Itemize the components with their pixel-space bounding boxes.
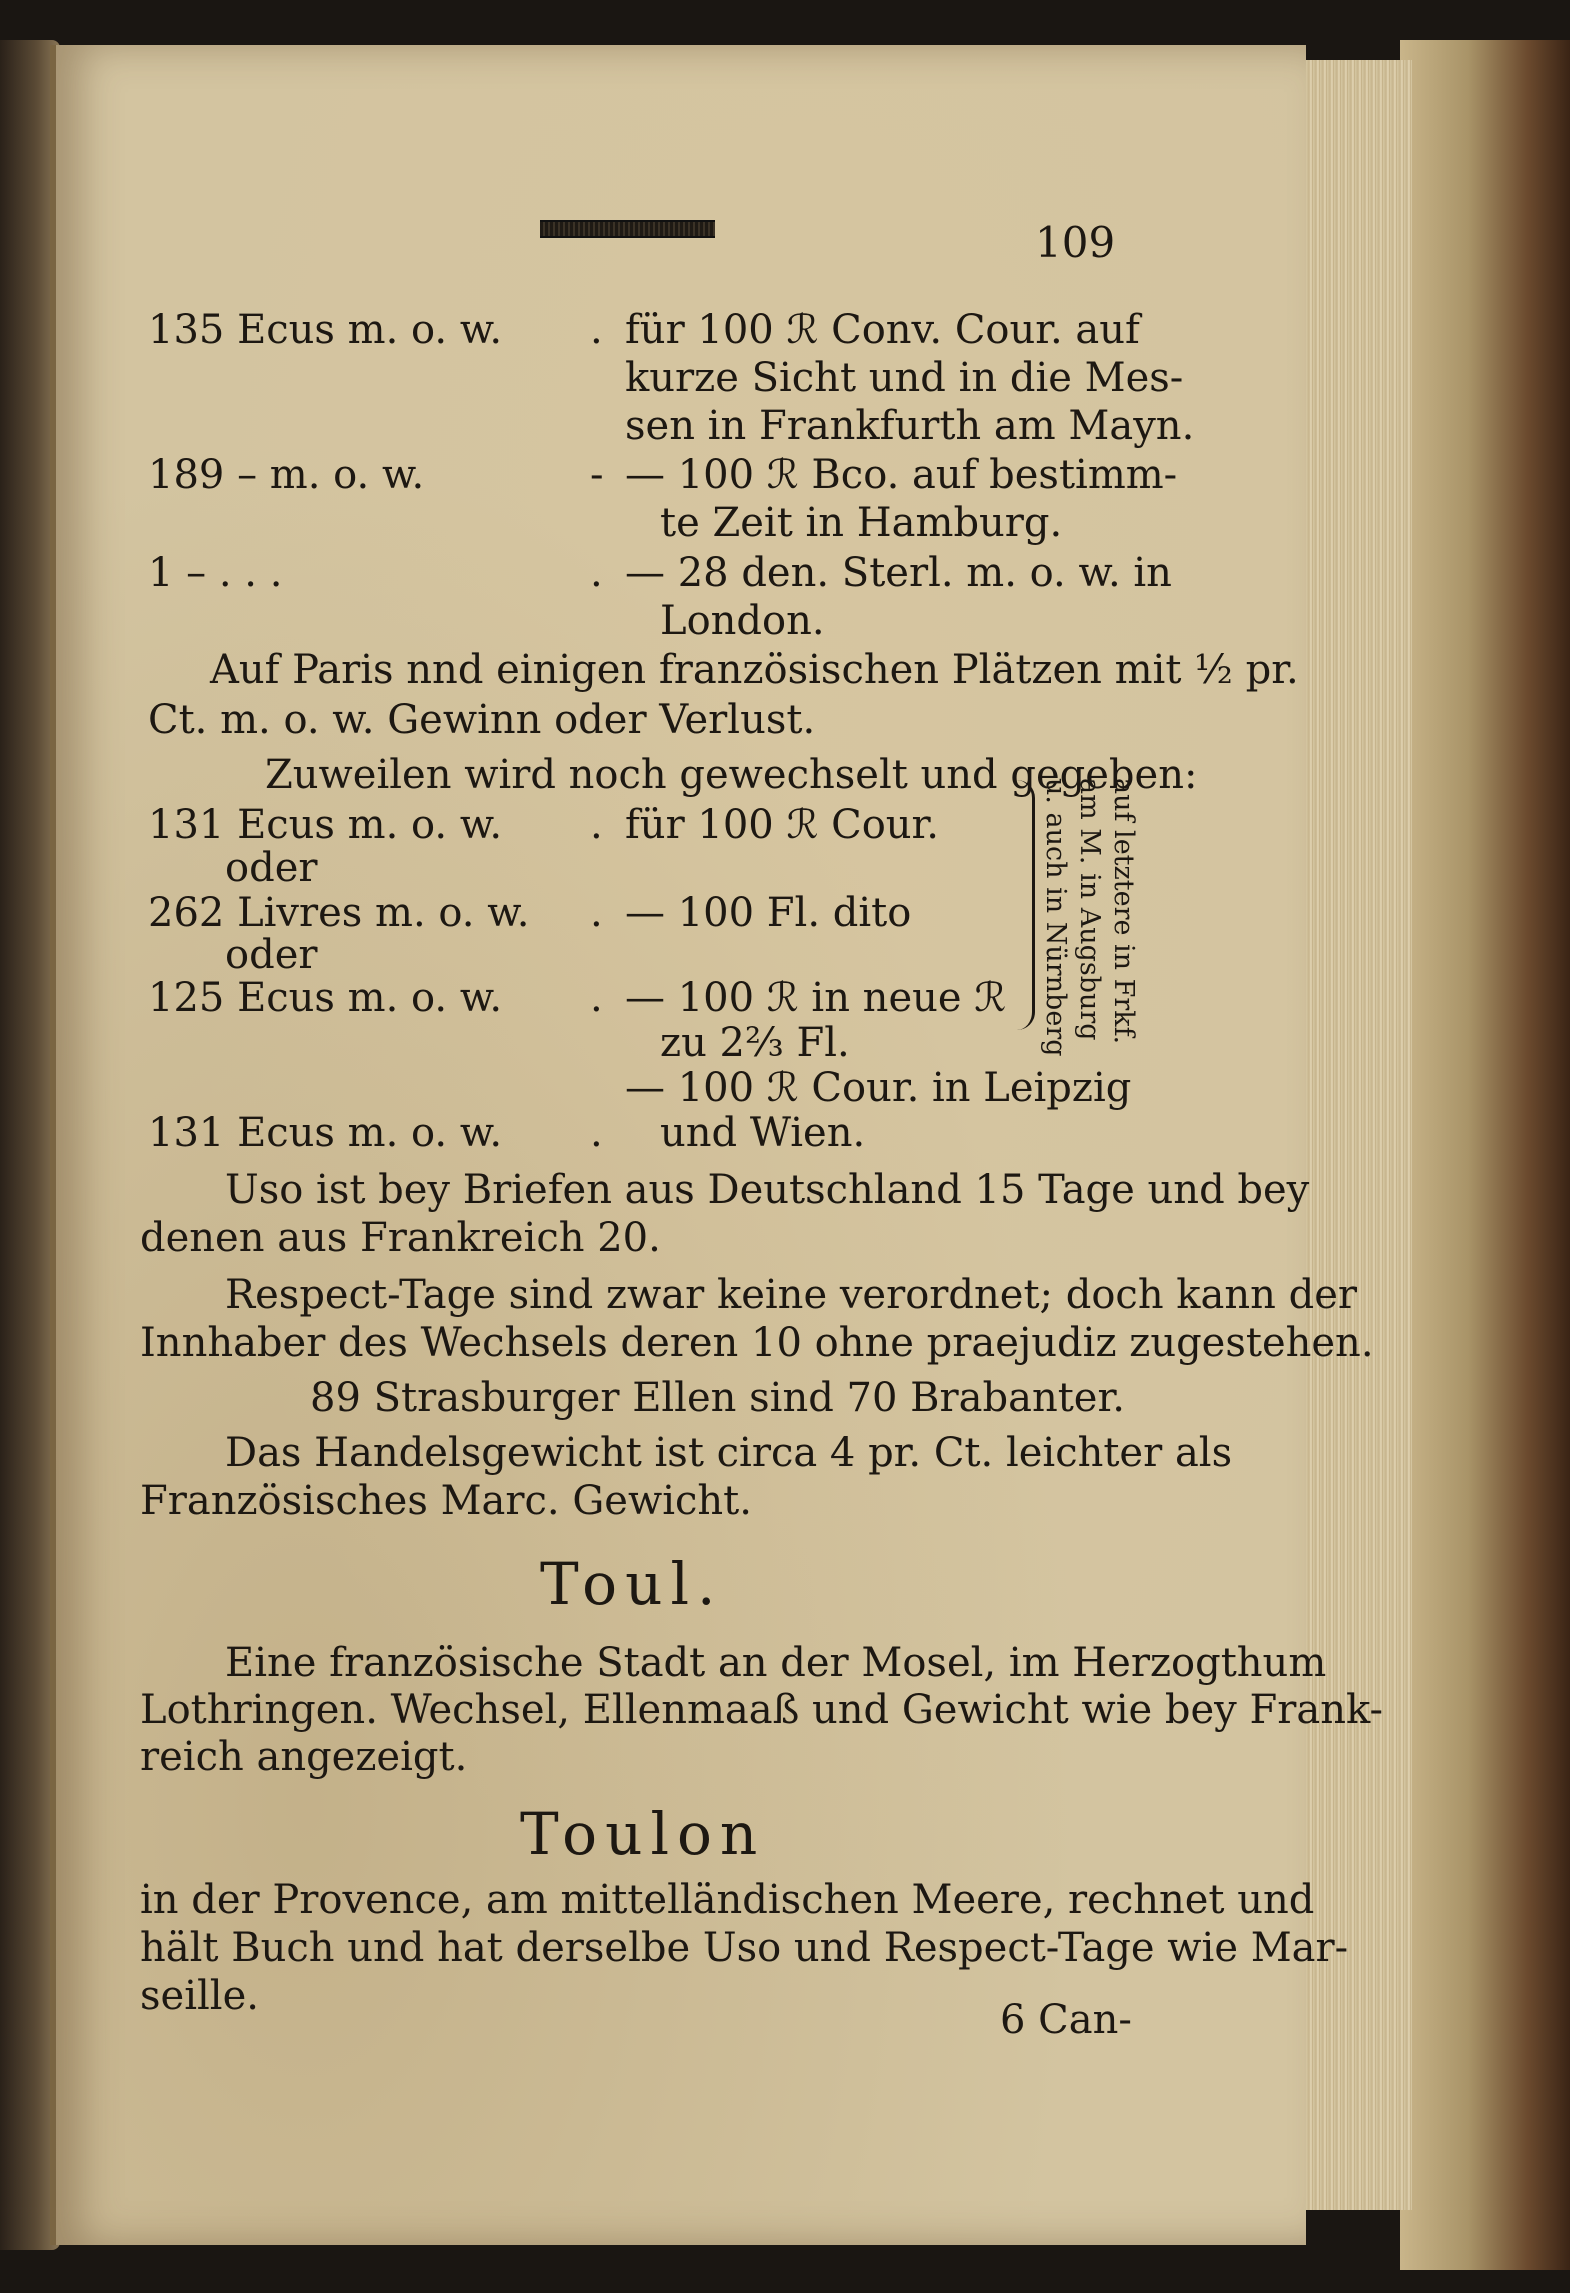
paragraph-line: seille. [140,1973,259,2019]
rate-amount: 1 – . . . [148,550,283,596]
section-heading-toulon: Toulon [520,1800,766,1868]
signature-mark: 6 Can- [1000,1997,1132,2043]
paragraph-line: Ct. m. o. w. Gewinn oder Verlust. [148,697,816,743]
paragraph-line: reich angezeigt. [140,1734,468,1780]
sidenote-line: u. auch in Nürnberg [1040,778,1071,1057]
rate-dot: . [590,890,603,936]
paragraph-line: 89 Strasburger Ellen sind 70 Brabanter. [310,1375,1125,1421]
rate-desc: — 100 ℛ︎ Bco. auf bestimm- [625,452,1178,498]
paragraph-line: Lothringen. Wechsel, Ellenmaaß und Gewicht wie bey Frank- [140,1687,1384,1733]
rate-amount: 125 Ecus m. o. w. [148,975,503,1021]
section-heading-toul: Toul. [540,1550,724,1618]
rate-desc: — 100 ℛ︎ in neue ℛ︎ [625,975,1007,1021]
paragraph-line: Auf Paris nnd einigen französischen Plätzen mit ½ pr. [210,647,1299,693]
rate-desc: te Zeit in Hamburg. [660,500,1063,546]
brace [1010,780,1035,1030]
paragraph-line: hält Buch und hat derselbe Uso und Respect-Tage wie Mar- [140,1925,1349,1971]
rate-connector: oder [225,932,318,978]
rate-amount: 135 Ecus m. o. w. [148,307,503,353]
rate-connector: oder [225,845,318,891]
rate-dot: . [590,307,603,353]
rate-desc: und Wien. [660,1110,866,1156]
rate-amount: 262 Livres m. o. w. [148,890,530,936]
rate-desc: — 28 den. Sterl. m. o. w. in [625,550,1172,596]
paragraph-line: Innhaber des Wechsels deren 10 ohne praejudiz zugestehen. [140,1320,1374,1366]
page-number: 109 [1035,218,1116,267]
rate-desc: zu 2⅔ Fl. [660,1020,850,1066]
paragraph-line: Respect-Tage sind zwar keine verordnet; doch kann der [225,1272,1358,1318]
rate-dot: . [590,975,603,1021]
paragraph-line: Zuweilen wird noch gewechselt und gegeben: [265,752,1198,798]
rate-desc: für 100 ℛ︎ Conv. Cour. auf [625,307,1140,353]
header-ornament [540,220,715,238]
rate-desc: London. [660,598,825,644]
rate-desc: kurze Sicht und in die Mes- [625,355,1184,401]
paragraph-line: Das Handelsgewicht ist circa 4 pr. Ct. leichter als [225,1430,1233,1476]
rate-dot: . [590,802,603,848]
rate-amount: 131 Ecus m. o. w. [148,802,503,848]
rate-dot: . [590,1110,603,1156]
rate-desc: — 100 Fl. dito [625,890,912,936]
paragraph-line: in der Provence, am mittelländischen Meere, rechnet und [140,1877,1315,1923]
rate-dot: . [590,550,603,596]
sidenote-line: am M. in Augsburg [1074,778,1105,1041]
paragraph-line: Französisches Marc. Gewicht. [140,1478,752,1524]
rate-desc: — 100 ℛ︎ Cour. in Leipzig [625,1065,1132,1111]
rate-desc: für 100 ℛ︎ Cour. [625,802,939,848]
paragraph-line: denen aus Frankreich 20. [140,1215,661,1261]
paragraph-line: Eine französische Stadt an der Mosel, im Herzogthum [225,1640,1327,1686]
rate-desc: sen in Frankfurth am Mayn. [625,403,1195,449]
rate-dot: - [590,452,604,498]
paragraph-line: Uso ist bey Briefen aus Deutschland 15 Tage und bey [225,1167,1310,1213]
book-cover-right [1400,40,1570,2270]
sidenote-line: auf letztere in Frkf. [1108,778,1139,1045]
rate-amount: 131 Ecus m. o. w. [148,1110,503,1156]
rate-amount: 189 – m. o. w. [148,452,425,498]
